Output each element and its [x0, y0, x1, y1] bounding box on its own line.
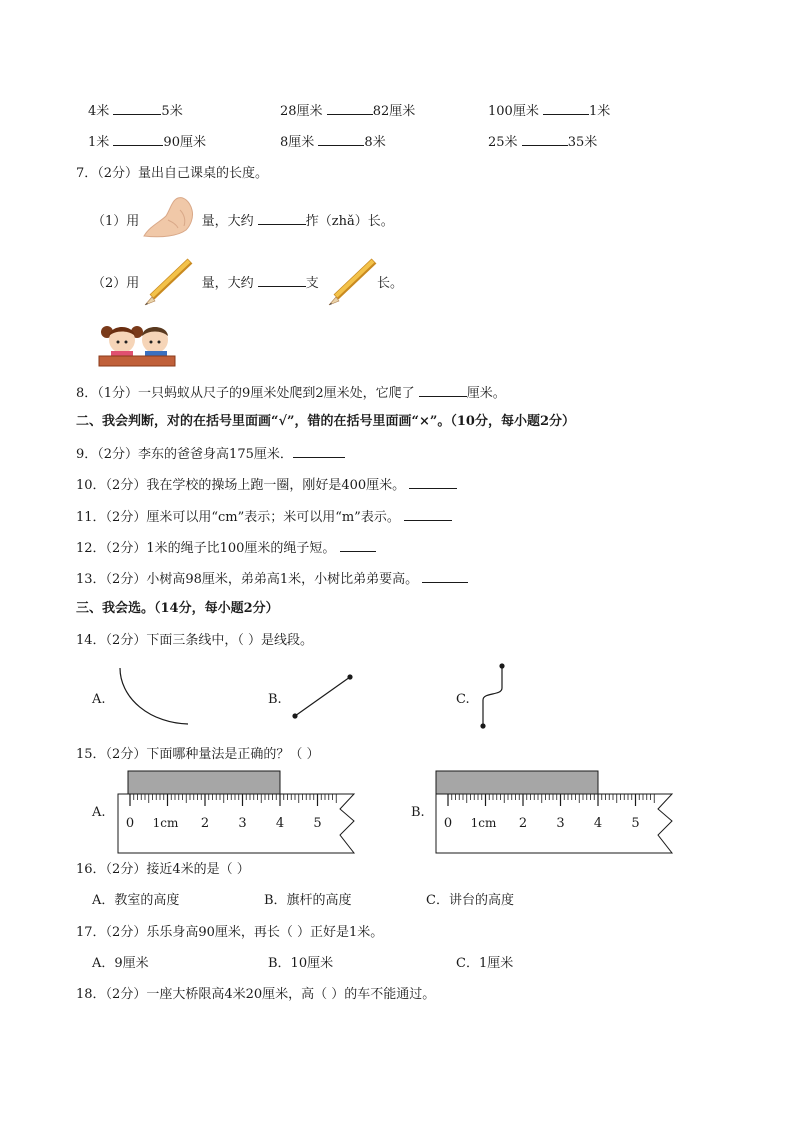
- q7-p1-text: 量，大约: [201, 214, 254, 229]
- ruler-tick-label: 3: [556, 816, 565, 831]
- answer-blank[interactable]: [327, 101, 373, 115]
- q7-part1: [92, 211, 394, 231]
- compare-item: [88, 101, 183, 121]
- section-heading: 二、我会判断，对的在括号里面画“√”，错的在括号里面画“×”。（10分，每小题2分）: [76, 414, 575, 429]
- compare-left: 25米: [488, 135, 518, 150]
- answer-blank[interactable]: [113, 101, 161, 115]
- compare-left: 28厘米: [280, 104, 323, 119]
- q8-unit: 厘米。: [466, 386, 506, 401]
- question-13: [76, 569, 468, 589]
- compare-right: 1米: [588, 104, 611, 119]
- kids-desk-icon: [97, 318, 177, 368]
- section-heading: 三、我会选。（14分，每小题2分）: [76, 601, 279, 616]
- option-a-label[interactable]: A.: [92, 692, 106, 707]
- q9-text: 9．（2分）李东的爸爸身高175厘米．: [76, 447, 293, 462]
- ruler-tick-label: 1cm: [470, 816, 497, 830]
- option-b[interactable]: B．旗杆的高度: [264, 893, 352, 908]
- ruler-figure-a: [116, 769, 356, 855]
- ruler-tick-label: 2: [200, 816, 210, 831]
- answer-blank[interactable]: [258, 211, 306, 225]
- compare-right: 35米: [567, 135, 598, 150]
- q7-p2-text: 支: [305, 276, 319, 291]
- question-10: [76, 475, 457, 495]
- question-9: [76, 444, 345, 464]
- q12-text: 12．（2分）1米的绳子比100厘米的绳子短。: [76, 541, 336, 556]
- q11-text: 11．（2分）厘米可以用“cm”表示；米可以用“m”表示。: [76, 510, 400, 525]
- compare-right: 90厘米: [163, 135, 206, 150]
- ruler-tick-label: 1cm: [152, 816, 179, 830]
- segment-figure: [288, 670, 358, 722]
- arc-figure: [116, 664, 192, 728]
- ruler-tick-label: 3: [238, 816, 247, 831]
- answer-blank[interactable]: [258, 273, 306, 287]
- answer-blank[interactable]: [422, 569, 468, 583]
- option-c[interactable]: C．讲台的高度: [426, 893, 514, 908]
- ruler-tick-label: 4: [275, 816, 285, 831]
- ruler-tick-label: 4: [593, 816, 603, 831]
- compare-item: [488, 101, 610, 121]
- compare-left: 8厘米: [280, 135, 315, 150]
- question-12: [76, 538, 376, 558]
- ruler-tick-label: 5: [313, 816, 322, 831]
- option-c-label[interactable]: C.: [456, 692, 470, 707]
- question-16: 16．（2分）接近4米的是（ ）: [76, 862, 250, 877]
- compare-item: [488, 132, 597, 152]
- question-17: 17．（2分）乐乐身高90厘米，再长（ ）正好是1米。: [76, 925, 384, 940]
- q8-text: 8．（1分）一只蚂蚁从尺子的9厘米处爬到2厘米处，它爬了: [76, 386, 415, 401]
- compare-item: [280, 101, 415, 121]
- q7-p2-text: （2）用: [92, 276, 140, 291]
- pencil-icon: [326, 257, 378, 307]
- answer-blank[interactable]: [113, 132, 163, 146]
- answer-blank[interactable]: [522, 132, 568, 146]
- compare-left: 1米: [88, 135, 110, 150]
- ruler-tick-label: 2: [518, 816, 528, 831]
- option-a[interactable]: A．9厘米: [92, 956, 149, 971]
- question-14: 14．（2分）下面三条线中，（ ）是线段。: [76, 633, 313, 648]
- q13-text: 13．（2分）小树高98厘米，弟弟高1米，小树比弟弟要高。: [76, 572, 419, 587]
- question-8: [76, 383, 506, 403]
- option-b-label[interactable]: B.: [268, 692, 282, 707]
- option-c[interactable]: C．1厘米: [456, 956, 514, 971]
- ruler-tick-label: 0: [125, 816, 135, 831]
- ruler-figure-b: [434, 769, 674, 855]
- option-b[interactable]: B．10厘米: [268, 956, 334, 971]
- answer-blank[interactable]: [409, 475, 457, 489]
- question-11: [76, 507, 452, 527]
- option-b-label[interactable]: B.: [411, 805, 425, 820]
- compare-right: 8米: [364, 135, 386, 150]
- curve-figure: [474, 660, 514, 734]
- q10-text: 10．（2分）我在学校的操场上跑一圈，刚好是400厘米。: [76, 478, 406, 493]
- answer-blank[interactable]: [318, 132, 364, 146]
- compare-right: 5米: [161, 104, 183, 119]
- q7-p1-text: 拃（zhǎ）长。: [305, 214, 394, 229]
- compare-item: [88, 132, 206, 152]
- option-a-label[interactable]: A.: [92, 805, 106, 820]
- compare-item: [280, 132, 386, 152]
- answer-blank[interactable]: [293, 444, 345, 458]
- question-18: 18．（2分）一座大桥限高4米20厘米，高（ ）的车不能通过。: [76, 987, 436, 1002]
- q7-p2-text: 量，大约: [201, 276, 254, 291]
- ruler-tick-label: 0: [443, 816, 453, 831]
- option-a[interactable]: A．教室的高度: [92, 893, 180, 908]
- answer-blank[interactable]: [340, 538, 376, 552]
- answer-blank[interactable]: [419, 383, 467, 397]
- q7-p2-text: 长。: [377, 276, 404, 291]
- answer-blank[interactable]: [543, 101, 589, 115]
- pencil-icon: [142, 257, 194, 307]
- answer-blank[interactable]: [404, 507, 452, 521]
- ruler-tick-label: 5: [631, 816, 640, 831]
- compare-left: 4米: [88, 104, 110, 119]
- hand-span-icon: [142, 196, 196, 240]
- question-15: 15．（2分）下面哪种量法是正确的？（ ）: [76, 747, 320, 762]
- question-7: 7．（2分）量出自己课桌的长度。: [76, 166, 269, 181]
- compare-left: 100厘米: [488, 104, 539, 119]
- compare-right: 82厘米: [372, 104, 416, 119]
- q7-p1-text: （1）用: [92, 214, 140, 229]
